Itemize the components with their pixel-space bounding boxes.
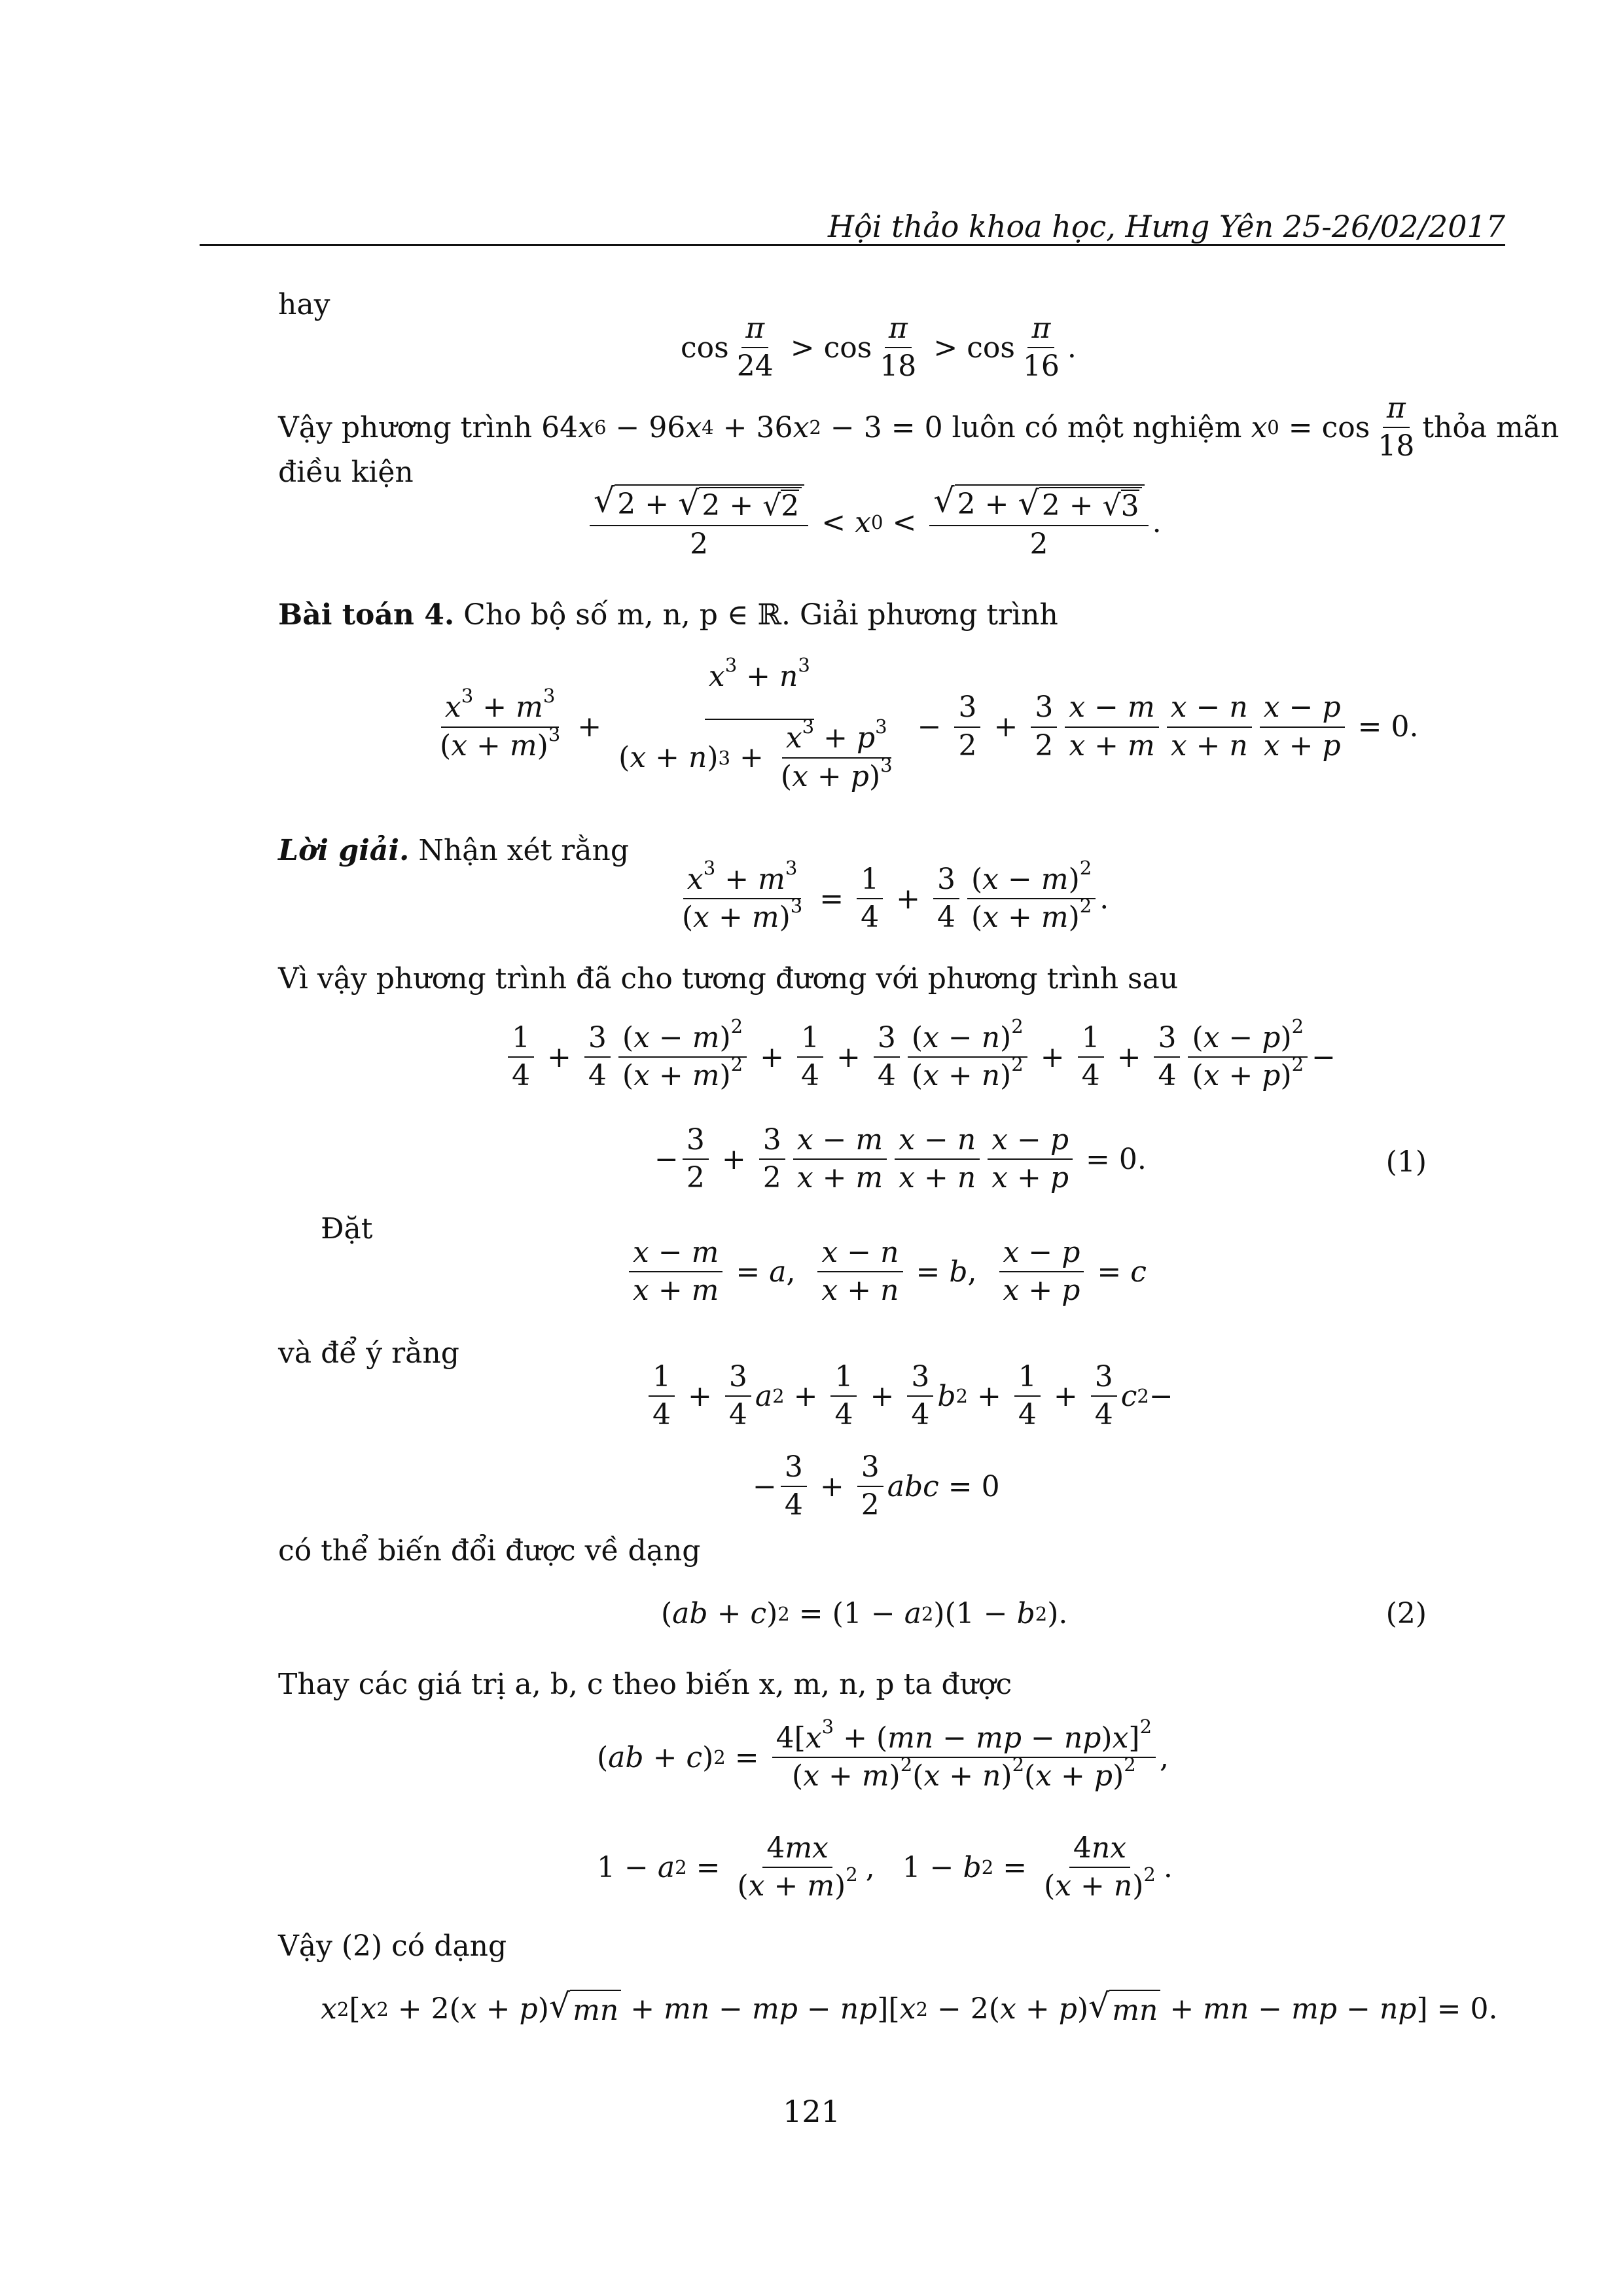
equivalent-eq-line1: $\frac{1}{4}$ + $\frac{3}{4}$ $\frac{(x - m)^2}{(x + m)^2}$ + $\frac{1}{4}$ + $\frac{3}{4}$ $\frac{(x - n)^2}{(x + n)^2}$ + $\frac{1}{4}$ + $\frac{3}{4}$ $\frac{(x - p)^2}{(x + p)^2}$ − (504, 1022, 1336, 1092)
equivalent-eq-line2: − $\frac{3}{2}$ + $\frac{3}{2}$ $\frac{x - m}{x + m}$ $\frac{x - n}{x + n}$ $\frac{x - p}{x + p}$ = 0. (654, 1123, 1147, 1195)
final-equation: x 2 [ x 2 + 2( x + p ) √ mn + mn − mp − np ][ x 2 − 2( x + p ) √ mn + mn − mp − np ] = 0. (321, 1986, 1498, 2027)
equation-number-1: (1) (1385, 1145, 1427, 1179)
abc-eq-line1: $\frac{1}{4}$ + $\frac{3}{4}$ a 2 + $\frac{1}{4}$ + $\frac{3}{4}$ b 2 + $\frac{1}{4}$ + $\frac{3}{4}$ c 2 − (645, 1361, 1173, 1431)
equation-2: ( ab + c ) 2 = (1 − a 2 )(1 − b 2 ). (661, 1597, 1068, 1630)
identity-eq: $\frac{x^3 + m^3}{(x + m)^3}$ = $\frac{1}{4}$ + $\frac{3}{4}$ $\frac{(x - m)^2}{(x + m)^2}$ . (682, 857, 1109, 935)
text-vay-pt-c: thỏa mãn (1422, 410, 1560, 444)
abc-eq-line2: − $\frac{3}{4}$ + $\frac{3}{2}$ abc = 0 (753, 1450, 1000, 1522)
expansion-eq-1: ( ab + c ) 2 = $\frac{4[x^3 + (mn - mp - np)x]^2}{(x + m)^2(x + n)^2(x + p)^2}$ , (597, 1715, 1169, 1793)
problem-equation: $\frac{x^3 + m^3}{(x + m)^3}$ + $x^3 + n^3$ ( x + n ) 3 + $\frac{x^3 + p^3}{(x + p)^3}$ − $\frac{3}{2}$ + $\frac{3}{2}$ $\frac{x - m}{x + m}$ $\frac{x - n}{x + n}$ $\frac{x - p}{x + p}$ = 0. (440, 654, 1419, 793)
text-thay: Thay các giá trị a, b, c theo biến x, m, n, p ta được (278, 1668, 1012, 1701)
text-vay-2: Vậy (2) có dạng (278, 1929, 507, 1963)
radical-bounds: √ 2 + √ 2 + √ 2 2 < x 0 < √ 2 + √ 2 + √ 3 2 . (586, 484, 1162, 561)
problem-label: Bài toán 4. (278, 598, 455, 632)
solution-text: Nhận xét rằng (418, 834, 630, 867)
text-hay: hay (278, 288, 330, 321)
text-dat: Đặt (321, 1212, 373, 1246)
cos-inequality: cos $\frac{\pi}{24}$ > cos $\frac{\pi}{18}$ > cos $\frac{\pi}{16}$ . (681, 312, 1077, 384)
page-number: 121 (783, 2094, 840, 2129)
substitution-eq: $\frac{x - m}{x + m}$ = a , $\frac{x - n}{x + n}$ = b , $\frac{x - p}{x + p}$ = c (625, 1237, 1147, 1307)
equation-number-2: (2) (1385, 1597, 1427, 1630)
header-rule (200, 244, 1505, 246)
text-co-the: có thể biến đổi được về dạng (278, 1534, 701, 1568)
running-header: Hội thảo khoa học, Hưng Yên 25-26/02/2017 (827, 209, 1505, 244)
problem-text: Cho bộ số m, n, p ∈ ℝ. Giải phương trình (463, 598, 1058, 632)
solution-statement: Vậy phương trình 64 x 6 − 96 x 4 + 36 x 2 − 3 = 0 luôn có một nghiệm x 0 = cos $\frac{\pi}{18}$ thỏa mãn (278, 391, 1560, 463)
text-va-de-y: và để ý rằng (278, 1336, 459, 1370)
problem-4 (278, 597, 1058, 633)
expansion-eq-2: 1 − a 2 = $\frac{4mx}{(x + m)^2}$ , 1 − b 2 = $\frac{4nx}{(x + n)^2}$ . (597, 1831, 1173, 1903)
solution-label: Lời giải. (278, 834, 410, 867)
text-vay-pt-b: luôn có một nghiệm (952, 410, 1242, 444)
text-vi-vay: Vì vậy phương trình đã cho tương đương với phương trình sau (278, 962, 1179, 996)
text-vay-pt-a: Vậy phương trình 64 (278, 410, 579, 444)
text-dieu-kien: điều kiện (278, 456, 414, 489)
solution-intro (278, 833, 629, 869)
